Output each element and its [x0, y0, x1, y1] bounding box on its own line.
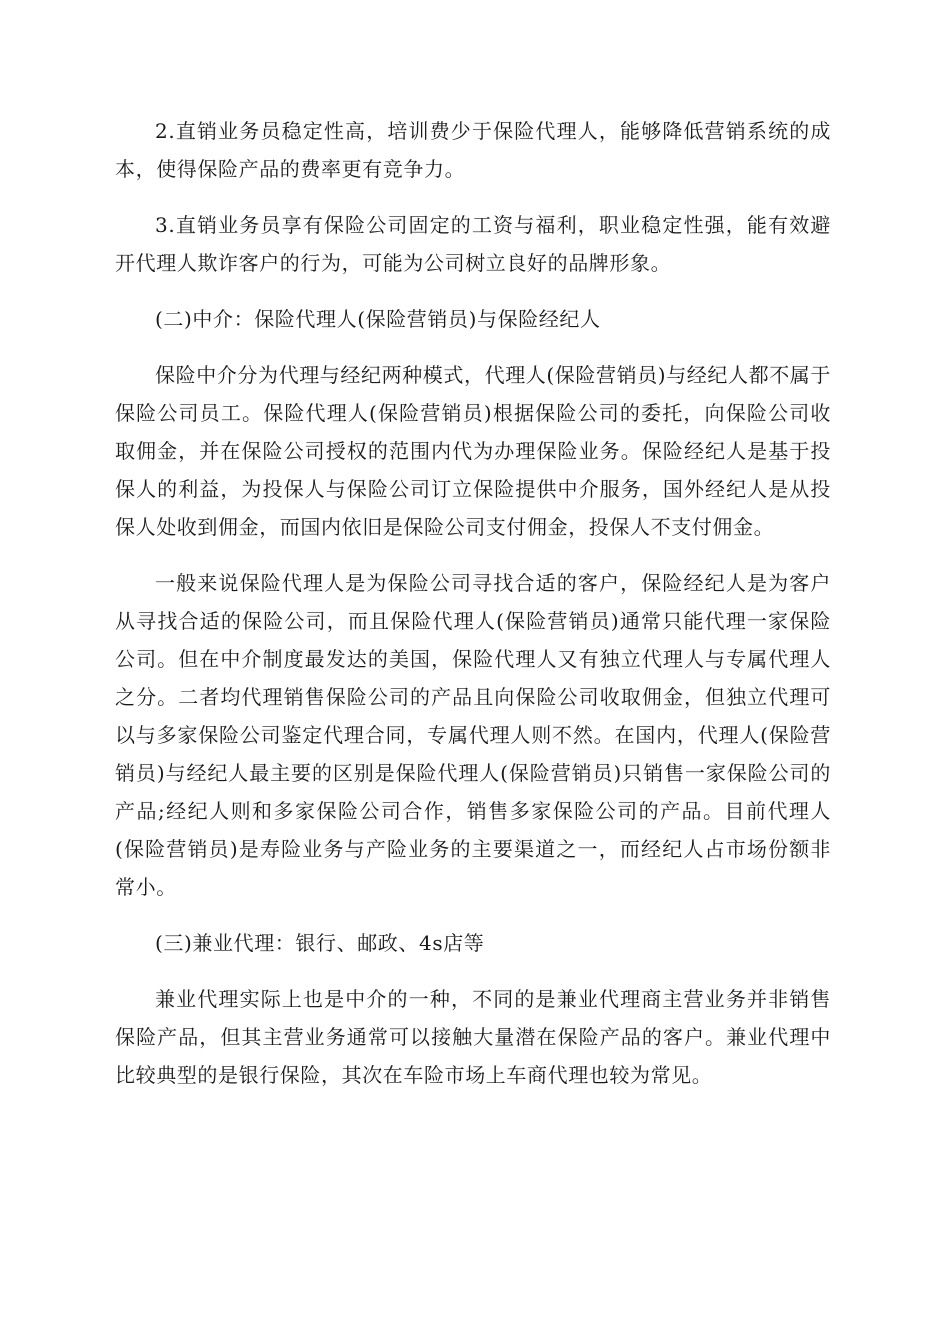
paragraph-direct-sales-point-3: 3.直销业务员享有保险公司固定的工资与福利，职业稳定性强，能有效避开代理人欺诈客户的行为，可能为公司树立良好的品牌形象。: [115, 213, 831, 275]
document-body: [115, 112, 831, 1112]
paragraph-agent-vs-broker: 一般来说保险代理人是为保险公司寻找合适的客户，保险经纪人是为客户从寻找合适的保险公司，而且保险代理人(保险营销员)通常只能代理一家保险公司。但在中介制度最发达的美国，保险代理人又有独立代理人与专属代理人之分。二者均代理销售保险公司的产品且向保险公司收取佣金，但独立代理可以与多家保险公司鉴定代理合同，专属代理人则不然。在国内，代理人(保险营销员)与经纪人最主要的区别是保险代理人(保险营销员)只销售一家保险公司的产品;经纪人则和多家保险公司合作，销售多家保险公司的产品。目前代理人(保险营销员)是寿险业务与产险业务的主要渠道之一，而经纪人占市场份额非常小。: [115, 571, 831, 899]
section-heading-concurrent-agency: (三)兼业代理：银行、邮政、4s店等: [155, 931, 485, 955]
section-heading-intermediary: (二)中介：保险代理人(保险营销员)与保险经纪人: [155, 307, 601, 331]
paragraph-concurrent-agency: 兼业代理实际上也是中介的一种，不同的是兼业代理商主营业务并非销售保险产品，但其主营业务通常可以接触大量潜在保险产品的客户。兼业代理中比较典型的是银行保险，其次在车险市场上车商代理也较为常见。: [115, 987, 831, 1087]
paragraph-intermediary-models: 保险中介分为代理与经纪两种模式，代理人(保险营销员)与经纪人都不属于保险公司员工。保险代理人(保险营销员)根据保险公司的委托，向保险公司收取佣金，并在保险公司授权的范围内代为办理保险业务。保险经纪人是基于投保人的利益，为投保人与保险公司订立保险提供中介服务，国外经纪人是从投保人处收到佣金，而国内依旧是保险公司支付佣金，投保人不支付佣金。: [115, 363, 832, 539]
paragraph-direct-sales-point-2: 2.直销业务员稳定性高，培训费少于保险代理人，能够降低营销系统的成本，使得保险产品的费率更有竞争力。: [115, 119, 831, 181]
